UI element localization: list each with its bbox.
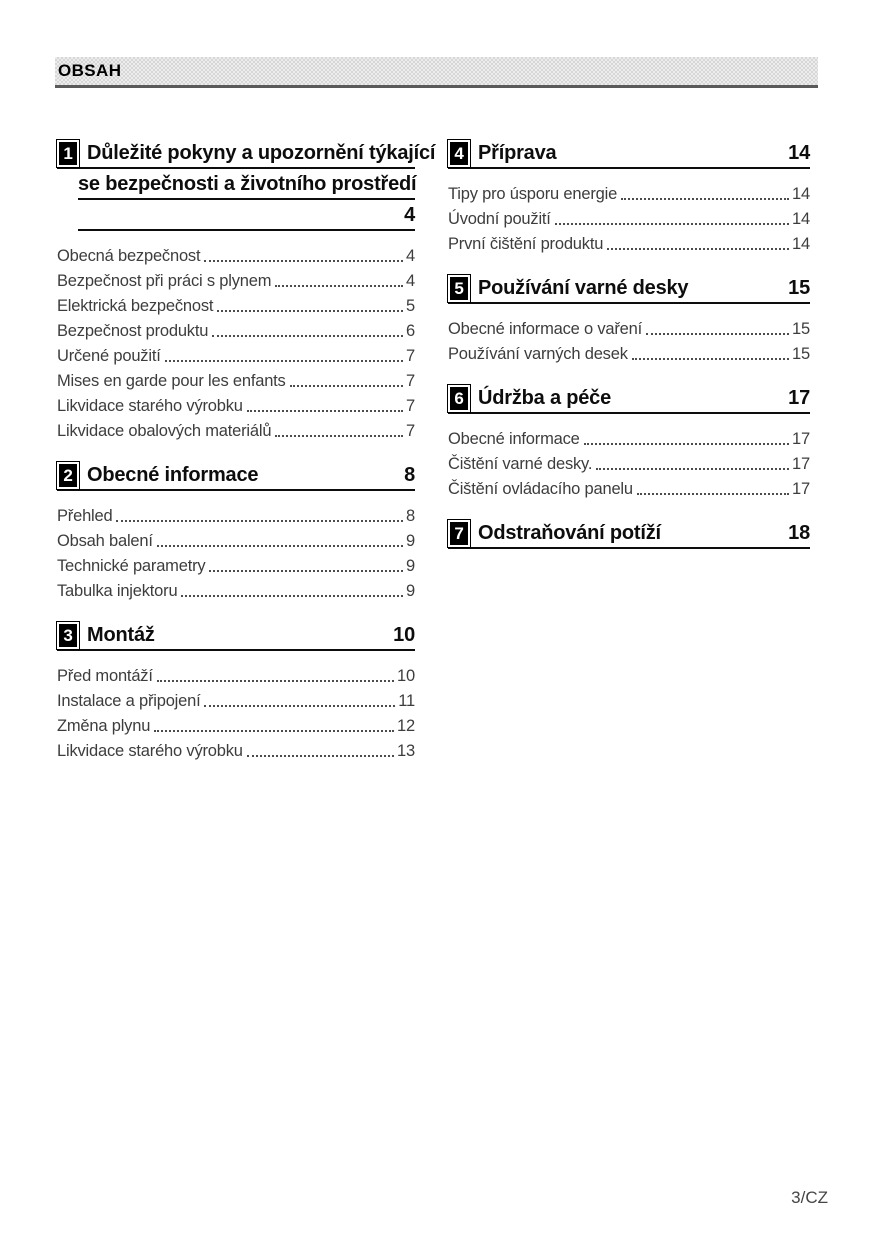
toc-entry-page: 15 (792, 345, 810, 363)
dot-leader (555, 223, 789, 225)
toc-entry-page: 5 (406, 297, 415, 315)
toc-entry-label: Bezpečnost při práci s plynem (57, 272, 272, 290)
toc-entry-label: Likvidace obalových materiálů (57, 422, 272, 440)
toc-entry (57, 526, 415, 551)
toc-entry-label: Bezpečnost produktu (57, 322, 209, 340)
dot-leader (157, 680, 394, 682)
section-heading (57, 620, 415, 651)
page-header (55, 57, 818, 88)
toc-entry (57, 341, 415, 366)
section-title: Údržba a péče (478, 387, 612, 409)
dot-leader (204, 260, 403, 262)
toc-entry (57, 576, 415, 601)
dot-leader (154, 730, 394, 732)
toc-entry-label: Úvodní použití (448, 210, 551, 228)
section-number-badge: 7 (448, 520, 470, 547)
toc-section (448, 383, 810, 499)
dot-leader (290, 385, 403, 387)
toc-entry-label: Obecné informace (448, 430, 580, 448)
page-number-footer: 3/CZ (791, 1188, 828, 1207)
toc-entry (448, 474, 810, 499)
dot-leader (621, 198, 789, 200)
section-title: se bezpečnosti a životního prostředí (78, 173, 417, 195)
toc-entry-label: Obsah balení (57, 532, 153, 550)
toc-entry (448, 339, 810, 364)
toc-entry (57, 241, 415, 266)
toc-entry-page: 14 (792, 210, 810, 228)
toc-section (57, 620, 415, 761)
section-entries (57, 501, 415, 601)
toc-entry-label: Čištění varné desky. (448, 455, 593, 473)
section-entries (448, 179, 810, 254)
section-page-number: 14 (788, 142, 810, 164)
section-entries (448, 314, 810, 364)
toc-entry-label: Likvidace starého výrobku (57, 742, 243, 760)
section-heading (448, 138, 810, 169)
dot-leader (584, 443, 789, 445)
section-title: Používání varné desky (478, 277, 689, 299)
toc-entry-page: 7 (406, 397, 415, 415)
toc-entry-page: 8 (406, 507, 415, 525)
toc-entry (448, 314, 810, 339)
section-page-number: 15 (788, 277, 810, 299)
section-page-number: 18 (788, 522, 810, 544)
section-entries (57, 241, 415, 441)
toc-entry (57, 316, 415, 341)
toc-entry (57, 501, 415, 526)
dot-leader (247, 410, 403, 412)
section-page-number: 4 (404, 204, 415, 226)
toc-entry-page: 17 (792, 455, 810, 473)
section-number-badge: 1 (57, 140, 79, 167)
toc-entry-page: 11 (398, 692, 415, 710)
toc-entry-page: 4 (406, 247, 415, 265)
section-entries (57, 661, 415, 761)
toc-entry-page: 12 (397, 717, 415, 735)
toc-entry-page: 15 (792, 320, 810, 338)
dot-leader (217, 310, 403, 312)
section-heading (448, 518, 810, 549)
dot-leader (247, 755, 394, 757)
toc-entry-page: 14 (792, 235, 810, 253)
section-heading (57, 460, 415, 491)
toc-section (57, 460, 415, 601)
section-page-number: 10 (393, 624, 415, 646)
toc-entry (57, 416, 415, 441)
dot-leader (204, 705, 395, 707)
toc-entry-label: Obecná bezpečnost (57, 247, 201, 265)
toc-entry (57, 366, 415, 391)
toc-entry-label: Tabulka injektoru (57, 582, 178, 600)
section-entries (448, 424, 810, 499)
toc-entry (57, 391, 415, 416)
toc-entry (57, 686, 415, 711)
section-page-number: 17 (788, 387, 810, 409)
toc-entry-page: 13 (397, 742, 415, 760)
dot-leader (181, 595, 403, 597)
section-number-badge: 3 (57, 622, 79, 649)
dot-leader (275, 285, 403, 287)
toc-entry-label: Likvidace starého výrobku (57, 397, 243, 415)
toc-entry-label: Čištění ovládacího panelu (448, 480, 633, 498)
toc-entry-page: 7 (406, 347, 415, 365)
table-of-contents (57, 138, 810, 780)
toc-entry (57, 711, 415, 736)
toc-entry-label: Před montáží (57, 667, 153, 685)
toc-entry-page: 10 (397, 667, 415, 685)
dot-leader (632, 358, 789, 360)
dot-leader (275, 435, 403, 437)
section-title: Odstraňování potíží (478, 522, 661, 544)
toc-section (57, 138, 436, 441)
toc-entry-label: Mises en garde pour les enfants (57, 372, 286, 390)
toc-entry-page: 17 (792, 430, 810, 448)
dot-leader (116, 520, 403, 522)
toc-entry (57, 291, 415, 316)
section-heading (57, 138, 436, 169)
toc-entry (448, 424, 810, 449)
dot-leader (209, 570, 403, 572)
toc-entry (57, 266, 415, 291)
section-number-badge: 5 (448, 275, 470, 302)
section-heading (78, 169, 415, 200)
section-heading (448, 383, 810, 414)
toc-section (448, 273, 810, 364)
toc-entry-page: 9 (406, 532, 415, 550)
toc-entry-label: Tipy pro úsporu energie (448, 185, 618, 203)
toc-entry-label: Přehled (57, 507, 113, 525)
section-number-badge: 6 (448, 385, 470, 412)
toc-entry-label: Elektrická bezpečnost (57, 297, 214, 315)
section-number-badge: 4 (448, 140, 470, 167)
toc-entry-page: 17 (792, 480, 810, 498)
toc-entry-page: 9 (406, 557, 415, 575)
dot-leader (165, 360, 403, 362)
toc-entry-page: 14 (792, 185, 810, 203)
toc-section (448, 518, 810, 549)
toc-entry (57, 551, 415, 576)
dot-leader (212, 335, 403, 337)
toc-entry (448, 179, 810, 204)
toc-section (448, 138, 810, 254)
section-number-badge: 2 (57, 462, 79, 489)
section-heading (448, 273, 810, 304)
page-header-title: OBSAH (58, 61, 122, 80)
section-page-number: 8 (404, 464, 415, 486)
toc-column-right (448, 138, 810, 780)
toc-column-left (57, 138, 436, 780)
toc-entry-label: Určené použití (57, 347, 161, 365)
toc-entry-page: 6 (406, 322, 415, 340)
toc-entry-label: Obecné informace o vaření (448, 320, 643, 338)
toc-entry-label: Technické parametry (57, 557, 206, 575)
toc-entry-page: 4 (406, 272, 415, 290)
toc-entry (448, 204, 810, 229)
toc-entry-label: Používání varných desek (448, 345, 628, 363)
toc-entry-page: 7 (406, 372, 415, 390)
toc-entry (448, 449, 810, 474)
dot-leader (157, 545, 403, 547)
toc-entry-page: 7 (406, 422, 415, 440)
dot-leader (596, 468, 789, 470)
section-title: Montáž (87, 624, 155, 646)
toc-entry-page: 9 (406, 582, 415, 600)
toc-entry (57, 736, 415, 761)
toc-entry-label: První čištění produktu (448, 235, 604, 253)
section-heading (78, 200, 415, 231)
toc-entry-label: Změna plynu (57, 717, 151, 735)
dot-leader (646, 333, 789, 335)
section-title: Příprava (478, 142, 557, 164)
toc-entry-label: Instalace a připojení (57, 692, 201, 710)
dot-leader (637, 493, 789, 495)
section-title: Důležité pokyny a upozornění týkající (87, 142, 436, 164)
section-title: Obecné informace (87, 464, 259, 486)
toc-entry (448, 229, 810, 254)
dot-leader (607, 248, 789, 250)
toc-entry (57, 661, 415, 686)
